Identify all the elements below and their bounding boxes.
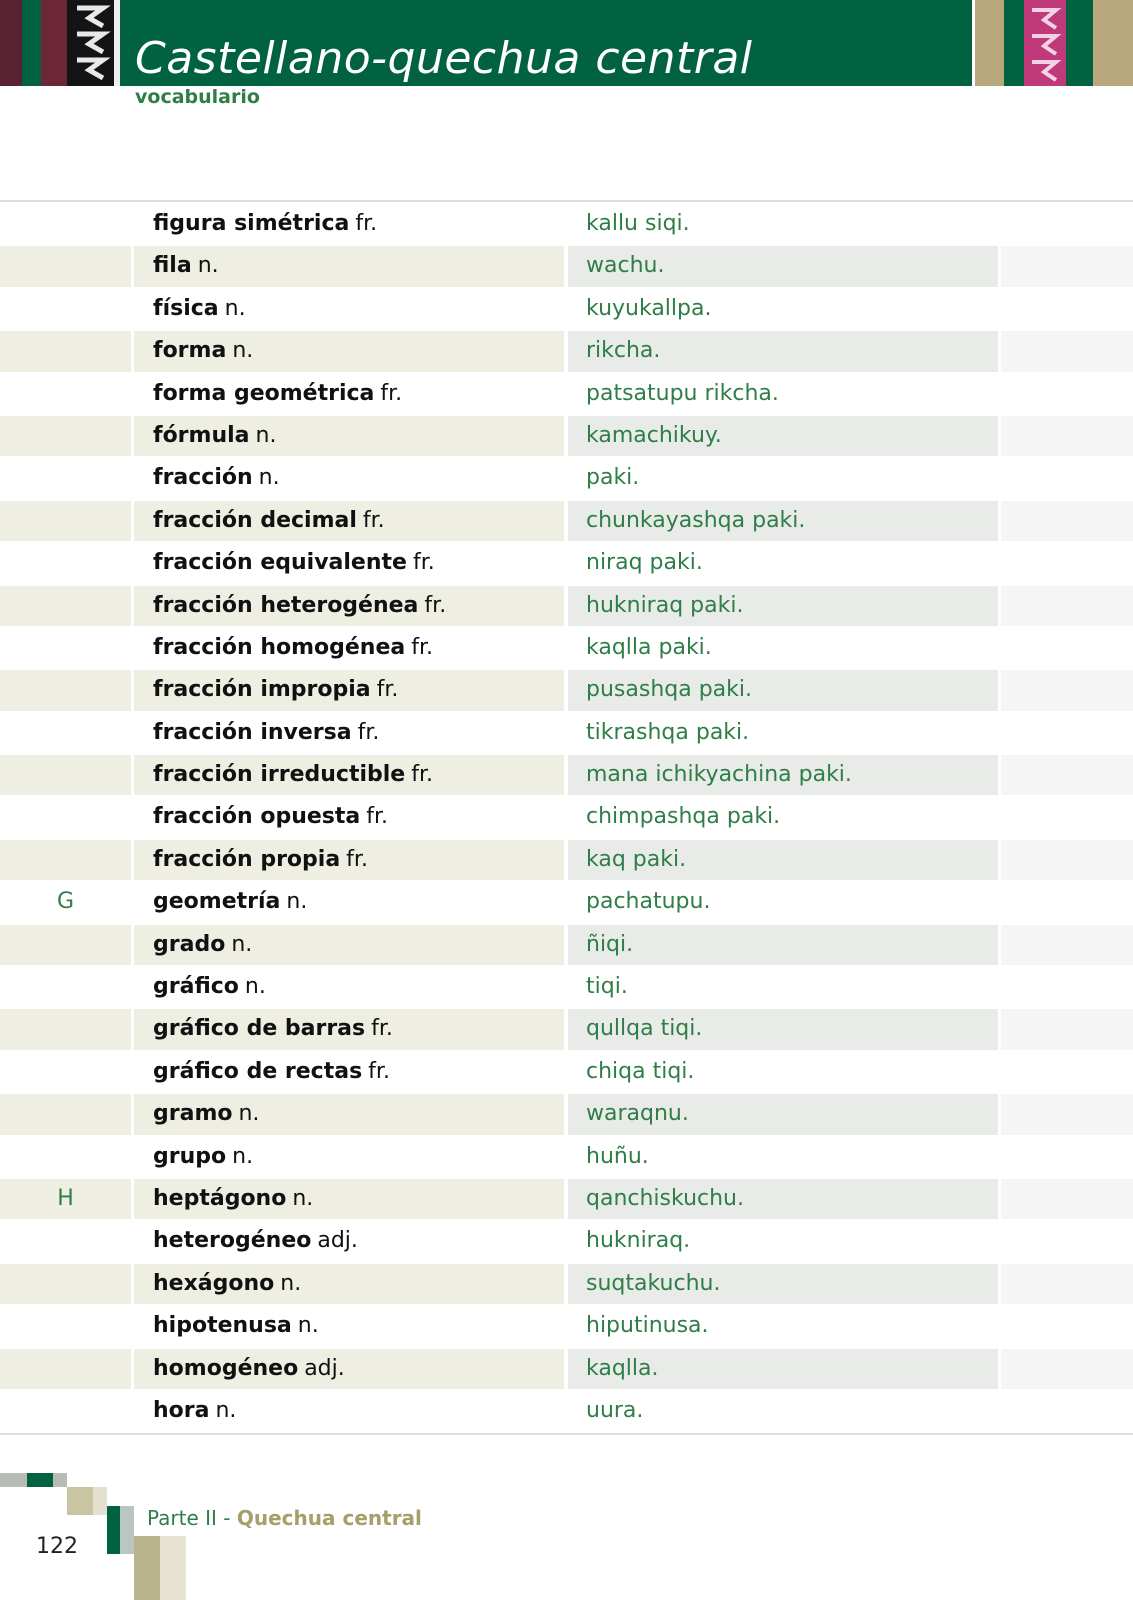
quechua-translation: hukniraq paki. — [586, 592, 744, 618]
part-of-speech: fr. — [371, 1016, 393, 1042]
footer-part-title — [147, 1506, 422, 1530]
table-row — [0, 500, 1133, 542]
page-number: 122 — [36, 1534, 78, 1559]
spanish-term — [153, 1220, 358, 1262]
term-word: homogéneo — [153, 1355, 299, 1381]
spanish-term — [153, 203, 377, 245]
row-bg-extra — [1001, 967, 1133, 1007]
part-of-speech: fr. — [380, 380, 403, 406]
section-letter — [0, 330, 131, 372]
quechua-translation: kaq paki. — [586, 846, 687, 872]
row-bg-extra — [1001, 501, 1133, 541]
part-of-speech: fr. — [424, 592, 447, 618]
quechua-translation: paki. — [586, 465, 640, 491]
section-letter — [0, 542, 131, 584]
part-of-speech: fr. — [411, 634, 434, 660]
part-of-speech: n. — [232, 338, 254, 364]
section-letter — [0, 754, 131, 796]
term-word: gráfico de rectas — [153, 1058, 363, 1084]
quechua-translation: patsatupu rikcha. — [586, 380, 779, 406]
part-of-speech: fr. — [346, 846, 368, 872]
part-of-speech: fr. — [362, 507, 385, 533]
table-row — [0, 881, 1133, 923]
row-bg-extra — [1001, 1264, 1133, 1304]
spanish-term — [153, 1305, 319, 1347]
row-bg-extra — [1001, 543, 1133, 583]
textile-stripe-green — [22, 0, 41, 86]
row-bg-extra — [1001, 204, 1133, 244]
section-letter — [0, 415, 131, 457]
textile-stripe-maroon-2 — [41, 0, 67, 86]
term-word: heptágono — [153, 1185, 287, 1211]
footer-block — [67, 1487, 93, 1515]
section-letter — [0, 1390, 131, 1432]
row-bg-extra — [1001, 1009, 1133, 1049]
table-row — [0, 669, 1133, 711]
term-word: forma geométrica — [153, 380, 375, 406]
term-word: hipotenusa — [153, 1313, 292, 1339]
table-row — [0, 542, 1133, 584]
footer-block — [134, 1536, 160, 1600]
row-bg-extra — [1001, 1221, 1133, 1261]
row-bg-extra — [1001, 797, 1133, 837]
spanish-term — [153, 1093, 259, 1135]
quechua-translation: suqtakuchu. — [586, 1270, 721, 1296]
quechua-translation: chunkayashqa paki. — [586, 507, 806, 533]
row-bg-extra — [1001, 458, 1133, 498]
part-of-speech: fr. — [411, 762, 433, 788]
part-of-speech: fr. — [366, 804, 388, 830]
table-row — [0, 203, 1133, 245]
spanish-term — [153, 627, 433, 669]
spanish-term — [153, 881, 307, 923]
part-of-speech: fr. — [357, 719, 380, 745]
row-bg-extra — [1001, 289, 1133, 329]
part-of-speech: n. — [286, 889, 308, 915]
quechua-translation: huñu. — [586, 1143, 649, 1169]
quechua-translation: kuyukallpa. — [586, 295, 712, 321]
part-of-speech: n. — [255, 422, 277, 448]
part-of-speech: fr. — [376, 677, 399, 703]
quechua-translation: kallu siqi. — [586, 211, 690, 236]
spanish-term — [153, 542, 435, 584]
term-word: fracción heterogénea — [153, 592, 419, 618]
section-letter — [0, 796, 131, 838]
spanish-term — [153, 245, 219, 287]
footer-block — [120, 1506, 134, 1554]
row-bg-extra — [1001, 1094, 1133, 1134]
term-word: gramo — [153, 1101, 233, 1127]
row-bg-extra — [1001, 586, 1133, 626]
term-word: fracción decimal — [153, 507, 357, 533]
textile-stripe-green-r — [1004, 0, 1024, 86]
term-word: fracción opuesta — [153, 804, 361, 830]
table-row — [0, 457, 1133, 499]
table-row — [0, 966, 1133, 1008]
part-of-speech: n. — [297, 1313, 319, 1339]
section-letter — [0, 288, 131, 330]
row-bg-extra — [1001, 331, 1133, 371]
section-letter — [0, 203, 131, 245]
term-word: fila — [153, 253, 192, 279]
table-row — [0, 245, 1133, 287]
section-letter — [0, 1093, 131, 1135]
term-word: grupo — [153, 1143, 227, 1169]
term-word: fracción propia — [153, 846, 341, 872]
quechua-translation: waraqnu. — [586, 1101, 689, 1127]
row-bg-extra — [1001, 925, 1133, 965]
spanish-term — [153, 457, 280, 499]
spanish-term — [153, 924, 252, 966]
row-bg-extra — [1001, 1052, 1133, 1092]
textile-pattern-right — [1024, 0, 1066, 86]
quechua-translation: wachu. — [586, 253, 665, 279]
table-row — [0, 712, 1133, 754]
footer-block — [27, 1473, 53, 1487]
section-letter — [0, 1220, 131, 1262]
textile-stripe-green-r2 — [1066, 0, 1093, 86]
section-letter: G — [56, 889, 75, 915]
term-word: forma — [153, 338, 227, 364]
quechua-translation: pachatupu. — [586, 889, 711, 915]
section-letter: H — [57, 1185, 74, 1211]
row-bg-translation — [568, 967, 998, 1007]
spanish-term — [153, 1136, 253, 1178]
part-of-speech: fr. — [412, 550, 435, 576]
term-word: fracción — [153, 465, 253, 491]
spanish-term — [153, 1008, 393, 1050]
footer-block — [160, 1536, 186, 1600]
top-divider — [0, 200, 1133, 202]
part-of-speech: n. — [292, 1185, 314, 1211]
spanish-term — [153, 1348, 345, 1390]
part-of-speech: fr. — [368, 1058, 390, 1084]
row-bg-extra — [1001, 1349, 1133, 1389]
table-row — [0, 627, 1133, 669]
zigzag-pattern-icon — [67, 0, 114, 86]
spanish-term — [153, 585, 446, 627]
part-of-speech: n. — [232, 1143, 254, 1169]
quechua-translation: kaqlla paki. — [586, 634, 712, 660]
quechua-translation: pusashqa paki. — [586, 677, 752, 703]
footer-block — [93, 1487, 107, 1515]
page-title: Castellano-quechua central — [135, 33, 753, 84]
table-row — [0, 1263, 1133, 1305]
row-bg-extra — [1001, 246, 1133, 286]
section-letter — [0, 1136, 131, 1178]
quechua-translation: rikcha. — [586, 338, 661, 364]
row-bg-extra — [1001, 1306, 1133, 1346]
quechua-translation: hukniraq. — [586, 1228, 691, 1254]
row-bg-extra — [1001, 755, 1133, 795]
row-bg-extra — [1001, 713, 1133, 753]
term-word: heterogéneo — [153, 1228, 312, 1254]
term-word: fracción equivalente — [153, 550, 407, 576]
part-of-speech: n. — [231, 931, 253, 957]
quechua-translation: mana ichikyachina paki. — [586, 762, 852, 788]
section-letter — [0, 585, 131, 627]
part-of-speech: fr. — [355, 211, 378, 236]
textile-stripe-maroon — [0, 0, 22, 86]
quechua-translation: tiqi. — [586, 974, 628, 1000]
spanish-term — [153, 754, 433, 796]
term-word: fracción irreductible — [153, 762, 406, 788]
section-letter — [0, 839, 131, 881]
part-of-speech: n. — [215, 1397, 237, 1423]
spanish-term — [153, 415, 276, 457]
term-word: fórmula — [153, 422, 250, 448]
footer-part-label: Parte II - — [147, 1506, 237, 1530]
section-letter — [0, 245, 131, 287]
section-letter — [0, 712, 131, 754]
term-word: fracción impropia — [153, 677, 371, 703]
textile-stripe-khaki — [975, 0, 1004, 86]
term-word: hora — [153, 1397, 210, 1423]
row-bg-extra — [1001, 1137, 1133, 1177]
part-of-speech: n. — [197, 253, 219, 279]
table-row — [0, 415, 1133, 457]
footer-block — [107, 1506, 120, 1554]
term-word: fracción inversa — [153, 719, 352, 745]
footer-part-name: Quechua central — [236, 1506, 422, 1530]
spanish-term — [153, 1178, 313, 1220]
section-letter — [0, 1263, 131, 1305]
footer-block — [0, 1473, 27, 1487]
term-word: geometría — [153, 889, 281, 915]
term-word: hexágono — [153, 1270, 275, 1296]
table-row — [0, 1178, 1133, 1220]
part-of-speech: n. — [258, 465, 280, 491]
table-row — [0, 924, 1133, 966]
table-row — [0, 1305, 1133, 1347]
section-letter — [0, 1008, 131, 1050]
table-row — [0, 1220, 1133, 1262]
footer-block — [53, 1473, 67, 1487]
table-row — [0, 585, 1133, 627]
page-header — [0, 0, 1133, 86]
section-letter — [0, 1305, 131, 1347]
table-row — [0, 330, 1133, 372]
table-row — [0, 1136, 1133, 1178]
quechua-translation: qanchiskuchu. — [586, 1185, 744, 1211]
spanish-term — [153, 330, 253, 372]
part-of-speech: n. — [244, 974, 266, 1000]
spanish-term — [153, 839, 368, 881]
section-letter — [0, 1051, 131, 1093]
row-bg-extra — [1001, 374, 1133, 414]
part-of-speech: n. — [238, 1101, 260, 1127]
quechua-translation: chiqa tiqi. — [586, 1058, 695, 1084]
quechua-translation: ñiqi. — [586, 931, 634, 957]
row-bg-extra — [1001, 882, 1133, 922]
table-row — [0, 1093, 1133, 1135]
part-of-speech: n. — [280, 1270, 302, 1296]
term-word: física — [153, 295, 219, 321]
spanish-term — [153, 966, 266, 1008]
table-row — [0, 839, 1133, 881]
quechua-translation: kaqlla. — [586, 1355, 659, 1381]
spanish-term — [153, 288, 246, 330]
zigzag-pattern-icon-right — [1024, 0, 1066, 86]
section-letter — [0, 627, 131, 669]
quechua-translation: tikrashqa paki. — [586, 719, 750, 745]
table-row — [0, 796, 1133, 838]
spanish-term — [153, 1390, 236, 1432]
quechua-translation: kamachikuy. — [586, 422, 722, 448]
section-letter — [0, 966, 131, 1008]
row-bg-extra — [1001, 416, 1133, 456]
term-word: grado — [153, 931, 226, 957]
part-of-speech: adj. — [304, 1355, 345, 1381]
part-of-speech: n. — [224, 295, 246, 321]
table-row — [0, 1008, 1133, 1050]
spanish-term — [153, 669, 398, 711]
textile-pattern-left — [67, 0, 114, 86]
row-bg-extra — [1001, 1391, 1133, 1431]
row-bg-extra — [1001, 840, 1133, 880]
quechua-translation: chimpashqa paki. — [586, 804, 781, 830]
quechua-translation: qullqa tiqi. — [586, 1016, 703, 1042]
page-subtitle: vocabulario — [135, 86, 260, 108]
row-bg-extra — [1001, 1179, 1133, 1219]
section-letter — [0, 500, 131, 542]
spanish-term — [153, 500, 385, 542]
term-word: fracción homogénea — [153, 634, 406, 660]
term-word: gráfico — [153, 974, 239, 1000]
bottom-divider — [0, 1433, 1133, 1435]
spanish-term — [153, 373, 402, 415]
section-letter — [0, 924, 131, 966]
quechua-translation: uura. — [586, 1397, 644, 1423]
table-row — [0, 754, 1133, 796]
spanish-term — [153, 1051, 390, 1093]
table-row — [0, 1348, 1133, 1390]
section-letter — [0, 373, 131, 415]
textile-stripe-khaki-r — [1093, 0, 1133, 86]
section-letter — [0, 669, 131, 711]
vocabulary-table — [0, 203, 1133, 1432]
row-bg-extra — [1001, 628, 1133, 668]
quechua-translation: hiputinusa. — [586, 1313, 709, 1339]
spanish-term — [153, 796, 388, 838]
table-row — [0, 1051, 1133, 1093]
term-word: figura simétrica — [153, 211, 350, 236]
spanish-term — [153, 712, 379, 754]
quechua-translation: niraq paki. — [586, 550, 703, 576]
spanish-term — [153, 1263, 301, 1305]
table-row — [0, 288, 1133, 330]
term-word: gráfico de barras — [153, 1016, 366, 1042]
row-bg-extra — [1001, 670, 1133, 710]
section-letter — [0, 1348, 131, 1390]
table-row — [0, 373, 1133, 415]
part-of-speech: adj. — [317, 1228, 358, 1254]
section-letter — [0, 457, 131, 499]
table-row — [0, 1390, 1133, 1432]
